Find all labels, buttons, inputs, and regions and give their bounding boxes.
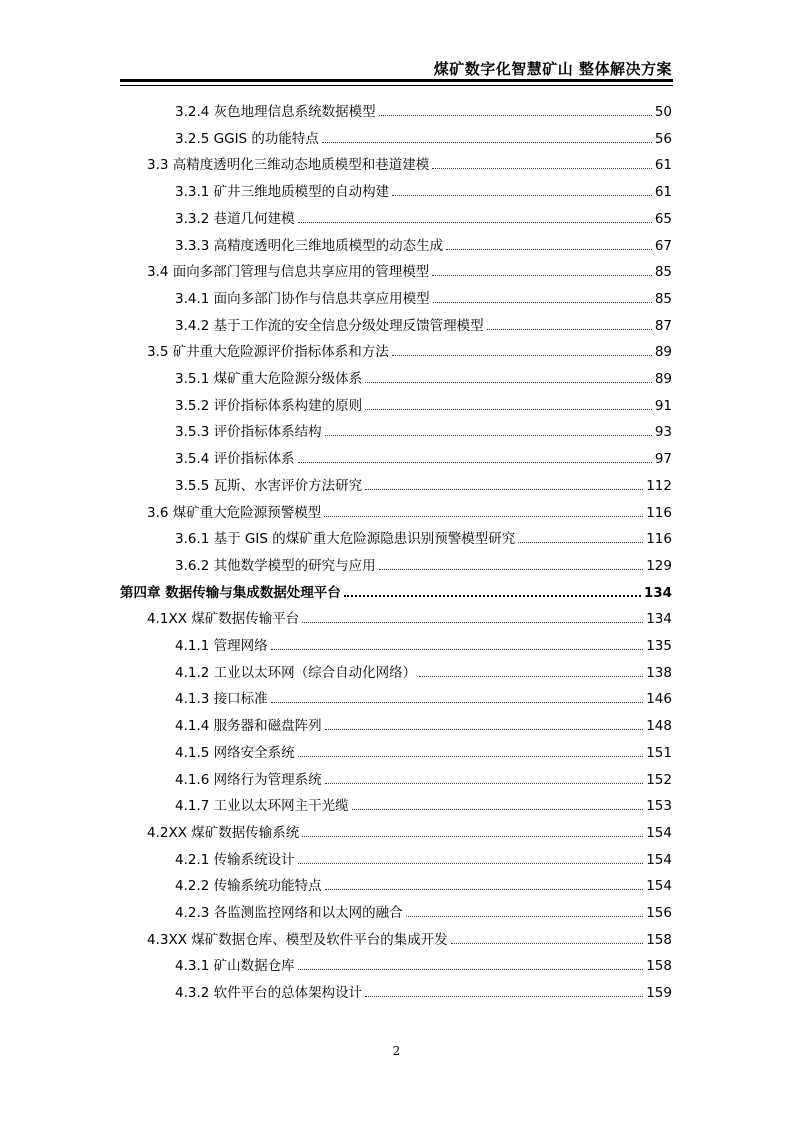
- toc-leader-dots: [271, 649, 644, 650]
- toc-entry-page: 158: [646, 958, 672, 975]
- toc-entry-page: 97: [654, 451, 672, 468]
- toc-entry-label: 3.5.1 煤矿重大危险源分级体系: [175, 371, 363, 387]
- toc-leader-dots: [298, 462, 652, 463]
- toc-entry-label: 4.2.1 传输系统设计: [175, 851, 295, 868]
- toc-entry-page: 159: [646, 985, 672, 1002]
- toc-leader-dots: [446, 249, 652, 250]
- toc-entry[interactable]: [147, 819, 672, 841]
- toc-entry-page: 56: [654, 130, 672, 147]
- toc-entry[interactable]: [175, 232, 672, 254]
- toc-leader-dots: [298, 222, 652, 223]
- toc-entry[interactable]: [175, 445, 672, 467]
- toc-entry-page: 85: [654, 264, 672, 281]
- toc-entry-label: 4.2.3 各监测监控网络和以太网的融合: [175, 905, 403, 921]
- toc-entry-label: 3.4.1 面向多部门协作与信息共享应用模型: [175, 290, 430, 307]
- toc-entry-label: 4.1.6 网络行为管理系统: [175, 771, 322, 788]
- toc-leader-dots: [325, 783, 644, 784]
- toc-entry-label: 4.1.3 接口标准: [175, 691, 268, 708]
- toc-leader-dots: [419, 676, 643, 677]
- toc-entry-label: 4.3.2 软件平台的总体架构设计: [175, 985, 363, 1002]
- toc-entry-label: 4.1.1 管理网络: [175, 638, 268, 654]
- toc-leader-dots: [298, 756, 644, 757]
- toc-entry-page: 116: [646, 504, 672, 521]
- toc-entry-label: 4.2XX 煤矿数据传输系统: [147, 824, 300, 841]
- toc-entry[interactable]: [175, 365, 672, 387]
- toc-entry-page: 135: [646, 638, 672, 654]
- toc-entry[interactable]: [175, 685, 672, 707]
- toc-leader-dots: [433, 302, 652, 303]
- toc-entry[interactable]: [175, 632, 672, 654]
- toc-leader-dots: [302, 622, 643, 623]
- toc-entry[interactable]: [147, 338, 672, 360]
- toc-leader-dots: [325, 435, 652, 436]
- toc-entry-label: 3.3 高精度透明化三维动态地质模型和巷道建模: [147, 157, 430, 174]
- toc-entry-label: 3.2.4 灰色地理信息系统数据模型: [175, 104, 376, 120]
- toc-entry[interactable]: [175, 472, 672, 494]
- toc-entry-page: 148: [646, 718, 672, 735]
- toc-leader-dots: [451, 943, 643, 944]
- toc-entry[interactable]: [175, 312, 672, 334]
- toc-leader-dots: [322, 142, 652, 143]
- toc-entry-page: 67: [654, 237, 672, 254]
- toc-entry[interactable]: [175, 846, 672, 868]
- toc-entry-page: 61: [654, 184, 672, 201]
- toc-leader-dots: [432, 168, 652, 169]
- toc-entry[interactable]: [175, 899, 672, 921]
- toc-entry-label: 3.5.3 评价指标体系结构: [175, 424, 322, 441]
- toc-entry[interactable]: [175, 792, 672, 814]
- header-title: 煤矿数字化智慧矿山 整体解决方案: [433, 60, 672, 78]
- toc-entry-label: 4.1XX 煤矿数据传输平台: [147, 611, 300, 628]
- toc-entry[interactable]: [175, 392, 672, 414]
- toc-entry[interactable]: [175, 205, 672, 227]
- toc-entry[interactable]: [147, 499, 672, 521]
- toc-entry-label: 3.2.5 GGIS 的功能特点: [175, 130, 319, 147]
- toc-entry-label: 3.3.3 高精度透明化三维地质模型的动态生成: [175, 237, 444, 254]
- toc-entry-page: 158: [646, 931, 672, 948]
- toc-entry-label: 4.1.5 网络安全系统: [175, 744, 295, 761]
- toc-entry-page: 151: [646, 744, 672, 761]
- toc-entry-label: 3.5.4 评价指标体系: [175, 451, 295, 468]
- toc-entry-label: 4.2.2 传输系统功能特点: [175, 878, 322, 895]
- toc-entry-page: 89: [654, 371, 672, 387]
- toc-entry-page: 91: [654, 397, 672, 414]
- toc-leader-dots: [379, 569, 644, 570]
- toc-entry[interactable]: [175, 125, 672, 147]
- toc-leader-dots: [487, 329, 652, 330]
- toc-entry[interactable]: [175, 872, 672, 894]
- toc-entry[interactable]: [175, 552, 672, 574]
- toc-entry-page: 134: [646, 611, 672, 628]
- toc-entry[interactable]: [175, 98, 672, 120]
- toc-leader-dots: [325, 889, 644, 890]
- toc-leader-dots: [379, 115, 652, 116]
- toc-leader-dots: [392, 195, 652, 196]
- toc-entry-page: 138: [646, 664, 672, 681]
- toc-leader-dots: [365, 382, 652, 383]
- toc-leader-dots: [365, 409, 652, 410]
- toc-entry-label: 3.6.1 基于 GIS 的煤矿重大危险源隐患识别预警模型研究: [175, 531, 516, 548]
- toc-entry[interactable]: [175, 659, 672, 681]
- toc-entry-label: 第四章 数据传输与集成数据处理平台: [120, 584, 341, 601]
- toc-entry-label: 3.5 矿井重大危险源评价指标体系和方法: [147, 344, 389, 361]
- header-rule-thick: [120, 79, 673, 82]
- toc-entry[interactable]: [175, 952, 672, 974]
- toc-entry-page: 87: [654, 317, 672, 334]
- toc-leader-dots: [298, 863, 644, 864]
- toc-leader-dots: [325, 729, 644, 730]
- toc-leader-dots: [298, 969, 644, 970]
- toc-entry-label: 3.6.2 其他数学模型的研究与应用: [175, 557, 376, 574]
- toc-entry[interactable]: [175, 712, 672, 734]
- toc-entry-page: 153: [646, 798, 672, 815]
- toc-leader-dots: [344, 595, 641, 597]
- toc-entry-label: 3.4.2 基于工作流的安全信息分级处理反馈管理模型: [175, 317, 484, 334]
- toc-entry-page: 89: [654, 344, 672, 361]
- toc-entry[interactable]: [147, 926, 672, 948]
- toc-entry-label: 3.6 煤矿重大危险源预警模型: [147, 504, 322, 521]
- toc-leader-dots: [518, 542, 643, 543]
- toc-entry-page: 154: [646, 824, 672, 841]
- toc-leader-dots: [432, 275, 652, 276]
- toc-entry-label: 3.5.5 瓦斯、水害评价方法研究: [175, 477, 363, 494]
- toc-entry-page: 146: [646, 691, 672, 708]
- toc-leader-dots: [392, 355, 652, 356]
- toc-entry[interactable]: [147, 605, 672, 627]
- toc-entry-label: 3.3.1 矿井三维地质模型的自动构建: [175, 184, 390, 201]
- toc-entry-page: 129: [646, 557, 672, 574]
- toc-entry[interactable]: [175, 979, 672, 1001]
- toc-entry-label: 3.4 面向多部门管理与信息共享应用的管理模型: [147, 264, 430, 281]
- toc-entry[interactable]: [175, 178, 672, 200]
- toc-entry-label: 3.5.2 评价指标体系构建的原则: [175, 397, 363, 414]
- toc-entry-label: 4.3.1 矿山数据仓库: [175, 958, 295, 975]
- toc-entry[interactable]: [175, 766, 672, 788]
- toc-entry-label: 4.3XX 煤矿数据仓库、模型及软件平台的集成开发: [147, 931, 448, 948]
- toc-leader-dots: [365, 489, 643, 490]
- toc-entry-page: 50: [654, 104, 672, 120]
- toc-leader-dots: [406, 916, 644, 917]
- toc-entry[interactable]: [175, 418, 672, 440]
- toc-entry[interactable]: [120, 579, 672, 601]
- toc-entry-page: 116: [646, 531, 672, 548]
- toc-entry-page: 93: [654, 424, 672, 441]
- toc-entry-page: 65: [654, 210, 672, 227]
- toc-entry-label: 3.3.2 巷道几何建模: [175, 210, 295, 227]
- toc-entry-page: 156: [646, 905, 672, 921]
- toc-entry-page: 134: [643, 584, 672, 601]
- toc-leader-dots: [365, 996, 643, 997]
- toc-entry[interactable]: [147, 151, 672, 173]
- toc-entry[interactable]: [175, 739, 672, 761]
- toc-entry-label: 4.1.2 工业以太环网（综合自动化网络）: [175, 664, 417, 681]
- toc-entry[interactable]: [175, 525, 672, 547]
- toc-entry-label: 4.1.4 服务器和磁盘阵列: [175, 718, 322, 735]
- toc-entry-page: 152: [646, 771, 672, 788]
- toc-entry-page: 112: [646, 477, 672, 494]
- header-rule-thin: [120, 85, 673, 86]
- toc-entry-label: 4.1.7 工业以太环网主干光缆: [175, 798, 349, 815]
- toc-entry-page: 85: [654, 290, 672, 307]
- toc-entry[interactable]: [175, 285, 672, 307]
- toc-entry-page: 61: [654, 157, 672, 174]
- toc-leader-dots: [302, 836, 643, 837]
- toc-entry-page: 154: [646, 851, 672, 868]
- toc-leader-dots: [324, 516, 643, 517]
- toc-leader-dots: [271, 702, 644, 703]
- toc-entry-page: 154: [646, 878, 672, 895]
- page-number: 2: [392, 1044, 401, 1058]
- toc-leader-dots: [352, 809, 644, 810]
- toc-entry[interactable]: [147, 258, 672, 280]
